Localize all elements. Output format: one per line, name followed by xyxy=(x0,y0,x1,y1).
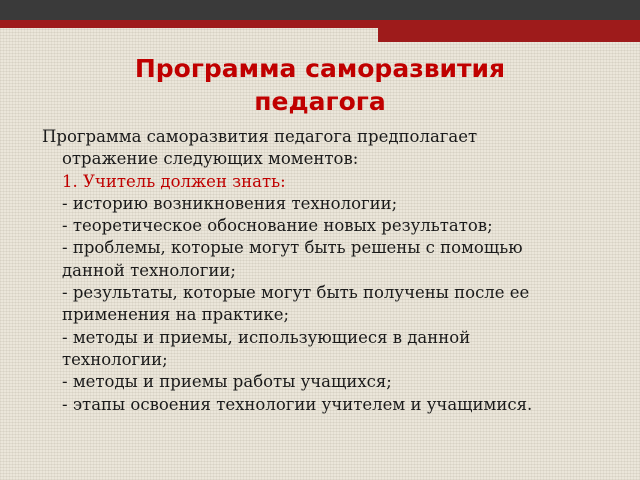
intro-line-1: Программа саморазвития педагога предполагает xyxy=(42,127,478,146)
list-item: - теоретическое обоснование новых результатов; xyxy=(62,216,493,236)
list-item: - историю возникновения технологии; xyxy=(62,193,398,213)
list-item: - методы и приемы работы учащихся; xyxy=(62,372,392,392)
list-item: данной технологии; xyxy=(62,260,236,280)
list-item: технологии; xyxy=(62,349,168,369)
list-item: применения на практике; xyxy=(62,305,290,325)
red-accent-tab xyxy=(378,28,640,42)
top-dark-bar xyxy=(0,0,640,20)
slide-body xyxy=(42,126,612,416)
list-item: - результаты, которые могут быть получены после ее xyxy=(62,283,530,303)
title-line-1: Программа саморазвития xyxy=(134,54,506,83)
list-item: - этапы освоения технологии учителем и учащимися. xyxy=(62,394,533,414)
subheading: 1. Учитель должен знать: xyxy=(62,171,286,191)
list-item: - методы и приемы, использующиеся в данной xyxy=(62,327,471,347)
slide-title xyxy=(30,52,610,118)
title-line-2: педагога xyxy=(254,87,386,116)
red-accent-stripe xyxy=(0,20,640,28)
intro-line-2: отражение следующих моментов: xyxy=(62,149,359,169)
list-item: - проблемы, которые могут быть решены с помощью xyxy=(62,238,523,258)
